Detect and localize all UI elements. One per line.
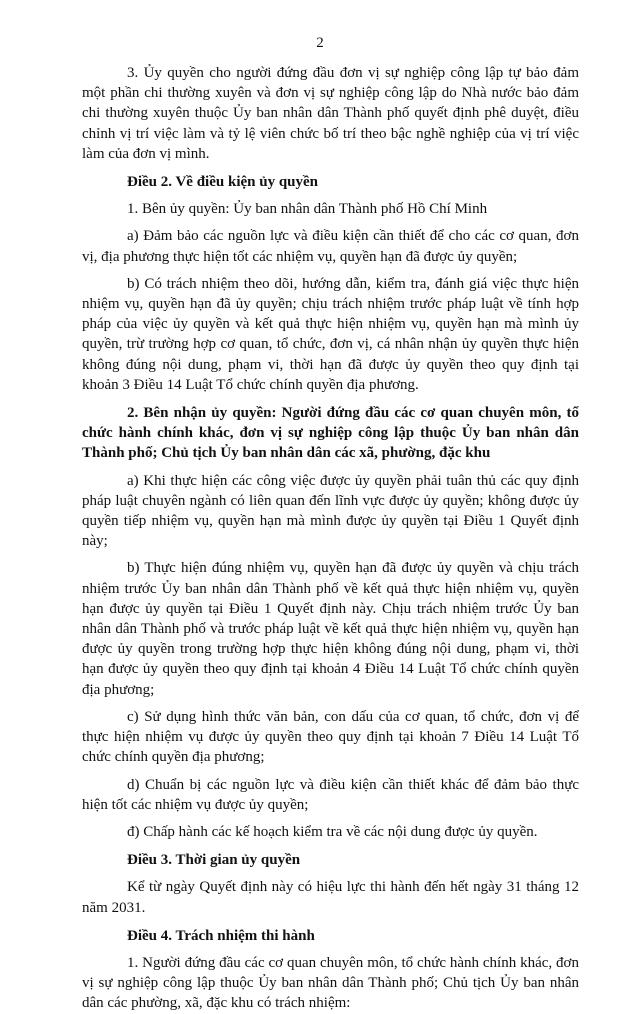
article-2-clause-2: 2. Bên nhận ủy quyền: Người đứng đầu các cơ quan chuyên môn, tổ chức hành chính khác, đơn vị sự nghiệp công lập thuộc Ủy ban nhân dân Thành phố; Chủ tịch Ủy ban nhân dân các xã, phường, đặc khu (82, 405, 579, 462)
article-2-heading: Điều 2. Về điều kiện ủy quyền (127, 174, 319, 191)
article-2-clause-1-point-a: a) Đảm bảo các nguồn lực và điều kiện cần thiết để cho các cơ quan, đơn vị, địa phương thực hiện tốt các nhiệm vụ, quyền hạn đã được ủy quyền; (82, 228, 579, 265)
article-4-heading: Điều 4. Trách nhiệm thi hành (127, 927, 315, 944)
article-2-clause-2-point-c: c) Sử dụng hình thức văn bản, con dấu của cơ quan, tổ chức, đơn vị để thực hiện nhiệm vụ được ủy quyền theo quy định tại khoản 7 Điều 14 Luật Tổ chức chính quyền địa phương; (82, 708, 579, 766)
article-4-clause-1: 1. Người đứng đầu các cơ quan chuyên môn, tổ chức hành chính khác, đơn vị sự nghiệp công lập thuộc Ủy ban nhân dân Thành phố; Chủ tịch Ủy ban nhân dân các phường, xã, đặc khu có trách nhiệm: (82, 954, 579, 1012)
document-body (82, 63, 579, 1014)
article-2-clause-2-point-dd: đ) Chấp hành các kế hoạch kiểm tra về các nội dung được ủy quyền. (127, 823, 538, 840)
article-2-clause-2-point-b: b) Thực hiện đúng nhiệm vụ, quyền hạn đã được ủy quyền và chịu trách nhiệm trước Ủy ban nhân dân Thành phố về kết quả thực hiện nhiệm vụ, quyền hạn được ủy quyền tại Điều 1 Quyết định này. Chịu trách nhiệm trước Ủy ban nhân dân Thành phố và trước pháp luật về kết quả thực hiện nhiệm vụ, quyền hạn được ủy quyền trong trường hợp thực hiện không đúng nội dung, phạm vi, thời hạn được ủy quyền theo quy định tại khoản 4 Điều 14 Luật Tổ chức chính quyền địa phương; (82, 560, 579, 698)
article-2-clause-2-point-a: a) Khi thực hiện các công việc được ủy quyền phải tuân thủ các quy định pháp luật chuyên ngành có liên quan đến lĩnh vực được ủy quyền; không được ủy quyền tiếp nhiệm vụ, quyền hạn mà mình được ủy quyền tại Điều 1 Quyết định này; (82, 472, 579, 550)
article-2-clause-2-point-d: d) Chuẩn bị các nguồn lực và điều kiện cần thiết khác để đảm bảo thực hiện tốt các nhiệm vụ được ủy quyền; (82, 776, 579, 813)
article-2-clause-1-point-b: b) Có trách nhiệm theo dõi, hướng dẫn, kiểm tra, đánh giá việc thực hiện nhiệm vụ, quyền hạn đã ủy quyền; chịu trách nhiệm trước pháp luật về tính hợp pháp của việc ủy quyền và kết quả thực hiện nhiệm vụ, quyền hạn mà mình ủy quyền, trừ trường hợp cơ quan, tổ chức, đơn vị, cá nhân nhận ủy quyền thực hiện không đúng nội dung, phạm vi, thời hạn đã được ủy quyền theo quy định tại khoản 3 Điều 14 Luật Tổ chức chính quyền địa phương. (82, 275, 579, 393)
article-1-clause-3: 3. Ủy quyền cho người đứng đầu đơn vị sự nghiệp công lập tự bảo đảm một phần chi thường xuyên và đơn vị sự nghiệp công lập do Nhà nước bảo đảm chi thường xuyên thuộc Ủy ban nhân dân Thành phố quyết định phê duyệt, điều chỉnh vị trí việc làm và tỷ lệ viên chức bố trí theo bậc nghề nghiệp của vị trí việc làm của đơn vị mình. (82, 65, 579, 162)
article-3-body: Kể từ ngày Quyết định này có hiệu lực thi hành đến hết ngày 31 tháng 12 năm 2031. (82, 879, 579, 916)
page-number: 2 (316, 35, 324, 51)
article-2-clause-1: 1. Bên ủy quyền: Ủy ban nhân dân Thành phố Hồ Chí Minh (127, 201, 488, 218)
article-3-heading: Điều 3. Thời gian ủy quyền (127, 852, 301, 869)
